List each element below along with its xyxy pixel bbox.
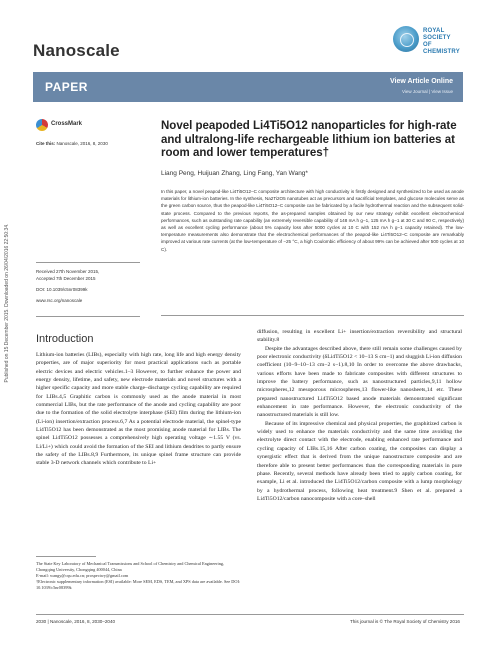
right-column-paragraph-3: Because of its impressive chemical and physical properties, the graphitized carbon is widely used to enhance the materials conductivity and the same time avoiding the electrolyte direct contact with the electrode, enabling enhanced rate performance and cycling capacity of LIBs.15,16 After carbon coating, the composites can display a synergistic effect that is derived from the unique nanostructure composite and are therefore able to present better performances than the corresponding materials in pure phase. Recently, several methods have already been tried to apply carbon coating, for example, Li et al. introduced the Li4Ti5O12/carbon composite with a lump morphology by a hydrothermal process, following heat treatment.9 Shen et al. prepared a Li4Ti5O12/carbon nanocomposite with a core–shell <box>257 420 462 502</box>
article-dates <box>36 268 99 304</box>
crossmark-icon <box>36 119 48 131</box>
footnote-divider <box>36 556 96 557</box>
journal-name[interactable]: Nanoscale <box>33 41 120 60</box>
rsc-logo-line-1: ROYAL SOCIETY <box>423 28 451 41</box>
article-title: Novel peapoded Li4Ti5O12 nanoparticles for high-rate and ultralong-life rechargeable lithium ion batteries at room and lower temperatures† <box>161 120 457 159</box>
article-type-banner <box>33 72 463 102</box>
article-type-label: PAPER <box>45 80 88 94</box>
publication-sidebar-note: Published on 15 December 2015. Downloaded on 26/04/2016 22:50:34. <box>4 223 10 383</box>
body-column-left <box>36 351 241 468</box>
right-column-paragraph-1: diffusion, resulting in excellent Li+ insertion/extraction reversibility and structural stability.8 <box>257 329 462 344</box>
footnote-block <box>36 561 244 591</box>
footnote-email[interactable]: E-mail: wangy@cqu.edu.cn; prospectwy@gmail.com <box>36 572 129 578</box>
footer-page-info: 2030 | Nanoscale, 2016, 8, 2030–2040 <box>36 619 116 624</box>
right-column-paragraph-2: Despite the advantages described above, there still remain some challenges caused by poor electronic conductivity (δLi4Ti5O12 < 10−13 S cm−1) and sluggish Li-ion diffusion coefficient (10−9–10−13 cm−2 s−1).8,10 In order to overcome the above drawbacks, various efforts have been made to fabricate composites with different structures to improve the battery performance, such as nanostructured particles,9,11 hollow microspheres,12 mesoporous microspheres,13 flower-like nanosheets,14 etc. These prepared nanostructured Li4Ti5O12 based anode materials demonstrated significant enhancement in rate performance. However, the electronic conductivity of the nanostructured materials is still low. <box>257 345 462 419</box>
footnote-esi: †Electronic supplementary information (ESI) available: More SEM, EDS, TEM, and XPS data are available. See DOI: 10.1039/c5nr08399k <box>36 578 241 590</box>
journal-website[interactable]: www.rsc.org/nanoscale <box>36 298 83 303</box>
rsc-seal-icon <box>393 26 419 52</box>
article-abstract: In this paper, a novel peapod-like Li4Ti5O12–C composite architecture with high conductivity is firstly designed and synthesized to be used as anode materials for lithium-ion batteries. In the synthesis, Na2Ti2O5 nanotubes act as precursors and sacrificial templates, and glucose molecules serve as the green carbon source, thus the peapod-like Li4Ti5O12–C composite can be fabricated by a facile hydrothermal reaction and the subsequent solid-state process. Compared to the previous reports, the as-prepared samples obtained by our new strategy exhibit excellent electrochemical performances, such as outstanding rate capability (an extremely reversible capability of 148 mA h g−1, 125 mA h g−1 at 30 C and 90 C, respectively) as well as excellent cycling performance (about 5% capacity loss after 5000 cycles at 10 C with 152 mA h g−1 capacity retained). The low-temperature measurements also demonstrate that the electrochemical performances of the peapod-like Li4Ti5O12–C composite are remarkably improved at various rate currents (at the low-temperature of −25 °C, a high Coulombic efficiency of about 99% can be achieved after 500 cycles at 10 C). <box>161 189 464 252</box>
view-journal-issue-links[interactable]: View Journal | View Issue <box>401 89 453 94</box>
footer-divider <box>36 614 464 615</box>
left-column-paragraph: Lithium-ion batteries (LIBs), especially with high rate, long life and high energy density properties, are of major superiority for most practical applications such as portable electric devices and electric vehicles.1–3 However, to further enhance the power and energy density, lifetime, and safety, new electrode materials and novel structures with a higher specific capacity and more stable charge–discharge cycling capability are required for LIBs.4,5 Graphitic carbon is commonly used as the anode material in most commercial LIBs, but the rate performance of the anode and cycling capability are poor due to the formation of the solid electrolyte interphase (SEI) film during the lithium-ion (Li-ion) insertion/extraction process.6,7 As a potential electrode material, the spinel-type Li4Ti5O12 has been demonstrated as the most promising anode material for LIBs. The spinel Li4Ti5O12 possesses a comprehensively high operating voltage ∼1.55 V (vs. Li/Li+) which could avoid the formation of the SEI and lithium dendrites to partly ensure the safety of the LIBs.8,9 Furthermore, its unique spinel frame structure can provide stable 3-D network channels which contribute to Li+ <box>36 352 241 467</box>
crossmark-button[interactable] <box>36 118 96 134</box>
article-doi[interactable]: DOI: 10.1039/c5nr08399k <box>36 287 88 292</box>
accepted-date: Accepted 7th December 2015 <box>36 276 96 281</box>
crossmark-label: CrossMark <box>51 121 83 127</box>
footnote-affiliation: The State Key Laboratory of Mechanical Transmissions and School of Chemistry and Chemical Engineering, Chongqing University, Chongqing 400044, China <box>36 561 225 572</box>
footer-copyright: This journal is © The Royal Society of Chemistry 2016 <box>349 619 460 624</box>
rsc-logo[interactable] <box>393 22 463 62</box>
rsc-logo-text <box>423 28 463 56</box>
citation-info <box>36 141 108 146</box>
article-authors: Liang Peng, Huijuan Zhang, Ling Fang, Yan Wang* <box>161 170 308 177</box>
abstract-divider <box>161 315 464 316</box>
view-article-online-link[interactable]: View Article Online <box>389 78 453 85</box>
dates-divider-bottom <box>36 316 140 317</box>
body-column-right <box>257 328 462 503</box>
dates-divider-top <box>36 262 140 263</box>
cite-prefix: Cite this: <box>36 141 56 146</box>
received-date: Received 27th November 2015, <box>36 269 100 274</box>
section-title-introduction: Introduction <box>36 333 94 345</box>
cite-text: Nanoscale, 2016, 8, 2030 <box>56 141 108 146</box>
rsc-logo-line-2: OF CHEMISTRY <box>423 42 460 55</box>
